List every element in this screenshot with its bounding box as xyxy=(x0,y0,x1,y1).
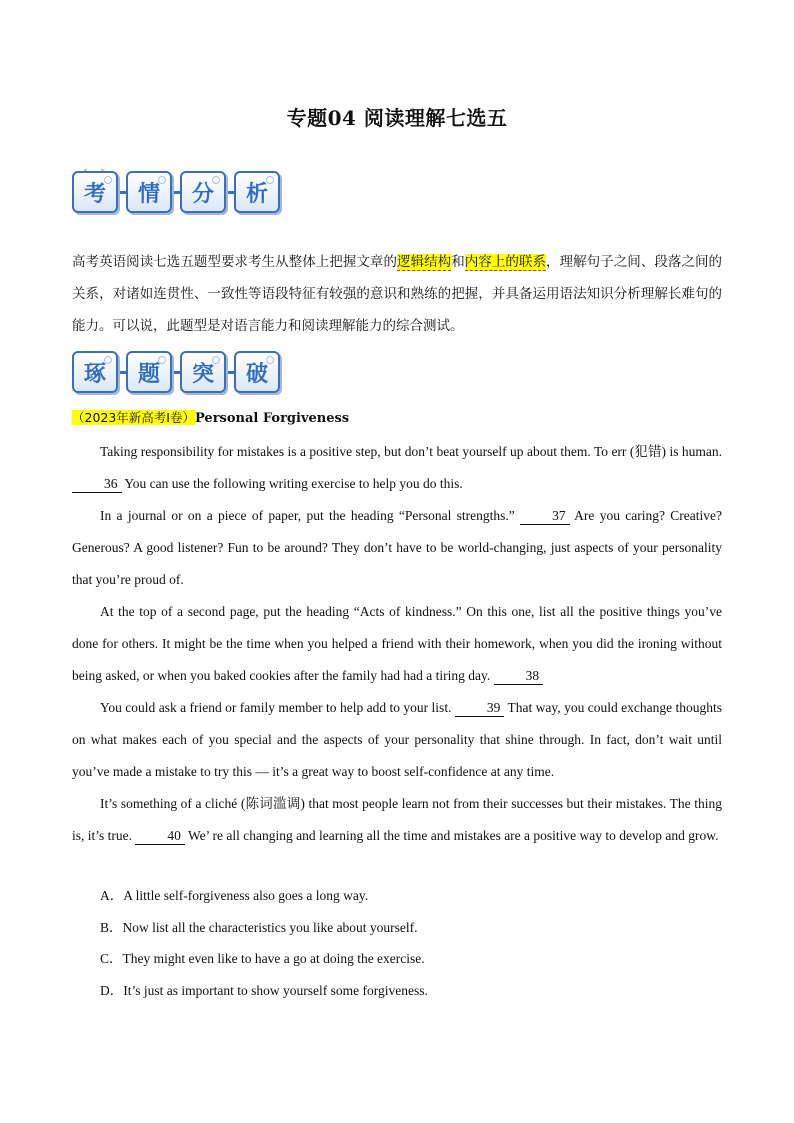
banner-connector xyxy=(118,191,126,194)
banner-tile: 题 xyxy=(126,351,172,393)
breakthrough-banner xyxy=(72,348,280,396)
answer-options xyxy=(100,880,720,1006)
banner-tile: 情 xyxy=(126,171,172,213)
passage-text: We’ re all changing and learning all the time and mistakes are a positive way to develop and grow. xyxy=(188,828,719,843)
passage-paragraph xyxy=(72,788,722,852)
banner-connector xyxy=(226,371,234,374)
analysis-banner xyxy=(72,168,280,216)
banner-connector xyxy=(172,371,180,374)
answer-blank-37: 37 xyxy=(520,508,570,525)
passage-text: In a journal or on a piece of paper, put the heading “Personal strengths.” xyxy=(100,508,515,523)
banner-tile: 突 xyxy=(180,351,226,393)
option-b: B．Now list all the characteristics you like about yourself. xyxy=(100,919,418,935)
banner-connector xyxy=(226,191,234,194)
intro-text: 和 xyxy=(451,254,465,270)
banner-tile: 破 xyxy=(234,351,280,393)
banner-connector xyxy=(172,191,180,194)
highlight-logic-structure: 逻辑结构 xyxy=(397,254,452,270)
intro-text: ，理解句子之间、段落之间的关系，对诸如连贯性、一致性等语段特征有较强的意识和熟练的把握，并具备运用语法知识分析理解长难句的能力。可以说，此题型是对语言能力和阅读理解能力的综合测试。 xyxy=(72,254,723,334)
passage-text: You could ask a friend or family member to help add to your list. xyxy=(100,700,452,715)
passage-text: At the top of a second page, put the heading “Acts of kindness.” On this one, list all the positive things you’ve done for others. It might be the time when you helped a friend with their homework, when you did the ironing without being asked, or when you baked cookies after the family had had a tiring day. xyxy=(72,604,722,683)
reading-passage xyxy=(72,436,722,852)
passage-paragraph xyxy=(72,500,722,596)
option-d: D．It’s just as important to show yourself some forgiveness. xyxy=(100,982,428,998)
banner-tile: 析 xyxy=(234,171,280,213)
passage-title: Personal Forgiveness xyxy=(195,411,350,426)
answer-blank-38: 38 xyxy=(494,668,544,685)
passage-paragraph xyxy=(72,692,722,788)
page-title: 专题04 阅读理解七选五 xyxy=(286,106,508,130)
option-a: A．A little self-forgiveness also goes a long way. xyxy=(100,888,369,903)
passage-paragraph xyxy=(72,436,722,500)
passage-paragraph xyxy=(72,596,722,692)
option-c: C．They might even like to have a go at doing the exercise. xyxy=(100,951,425,966)
intro-text: 高考英语阅读七选五题型要求考生从整体上把握文章的 xyxy=(72,254,398,270)
banner-connector xyxy=(118,371,126,374)
banner-tile: 琢 xyxy=(72,351,118,393)
banner-tile: 分 xyxy=(180,171,226,213)
exam-source-tag: （2023年新高考Ⅰ卷） xyxy=(72,410,195,425)
answer-blank-40: 40 xyxy=(135,828,185,845)
passage-text: That way, you could exchange thoughts on what makes each of you special and the aspects of your personality that shine through. In fact, don’t wait until you’ve made a mistake to try this — it’s a great way to boost self-confidence at any time. xyxy=(72,700,722,779)
passage-text: It’s something of a cliché (陈词滥调) that most people learn not from their successes but their mistakes. The thing is, it’s true. xyxy=(72,796,722,843)
highlight-content-connection: 内容上的联系 xyxy=(464,254,547,270)
passage-text: Taking responsibility for mistakes is a positive step, but don’t beat yourself up about them. To err (犯错) is human. xyxy=(100,444,722,459)
banner-tile: 考 xyxy=(72,171,118,213)
answer-blank-36: 36 xyxy=(72,476,122,493)
passage-text: Are you caring? Creative? Generous? A good listener? Fun to be around? They don’t have to be world-changing, just aspects of your personality that you’re proud of. xyxy=(72,508,722,587)
answer-blank-39: 39 xyxy=(455,700,505,717)
passage-text: You can use the following writing exercise to help you do this. xyxy=(124,476,463,491)
source-line xyxy=(72,408,349,426)
intro-paragraph xyxy=(72,246,722,342)
